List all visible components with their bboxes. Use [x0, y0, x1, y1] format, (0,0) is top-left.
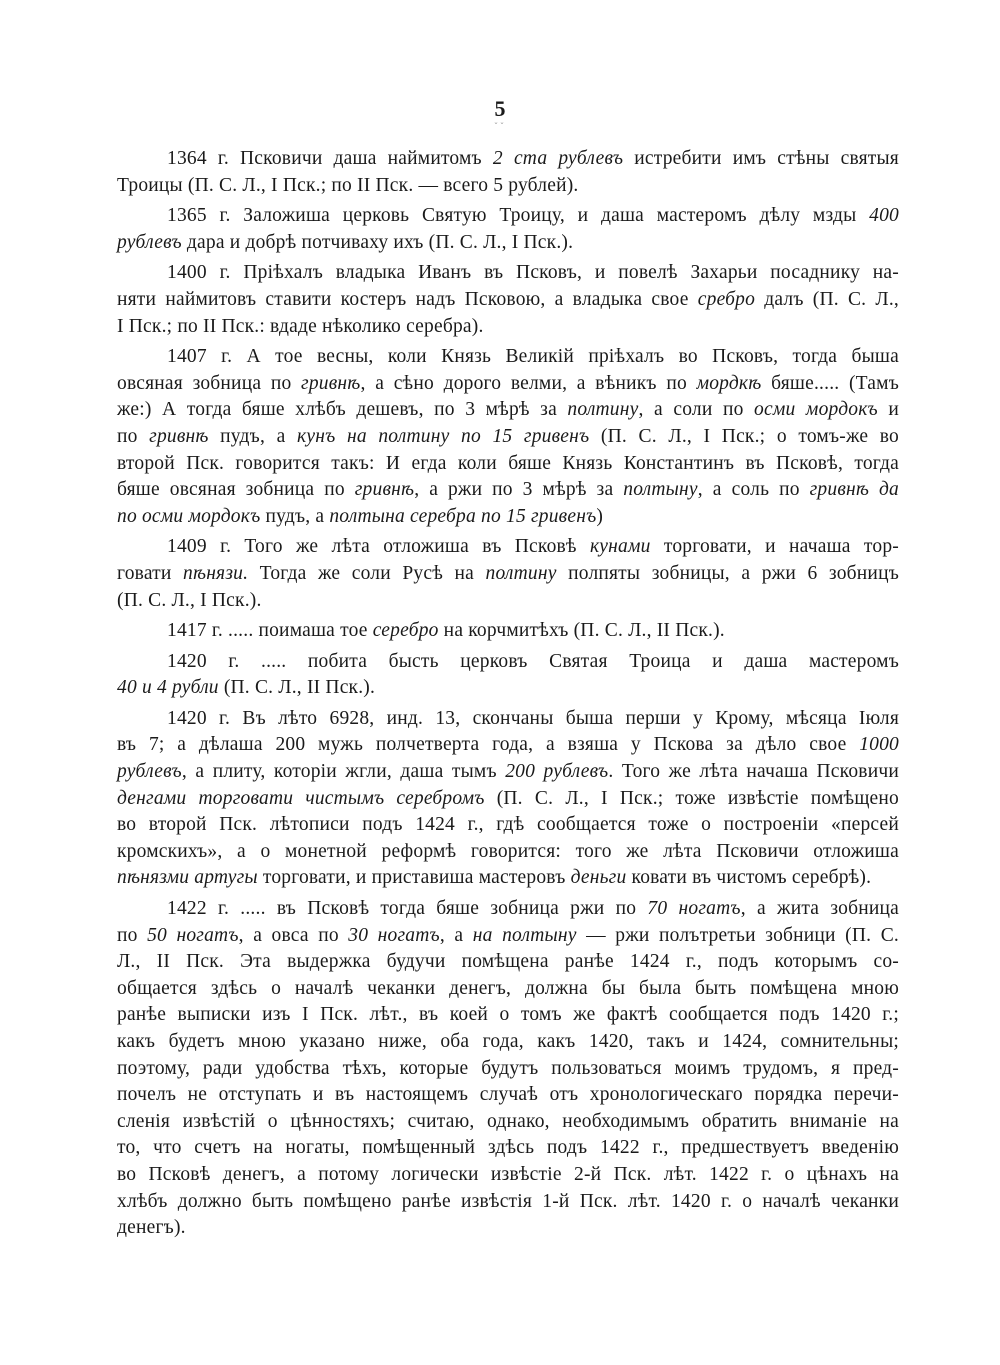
text-line	[117, 812, 899, 839]
italic-term: кунъ на полтину по 15 гривенъ	[297, 425, 590, 447]
italic-term: полтыну	[623, 479, 698, 501]
text-run: , а овса по	[238, 924, 349, 946]
text-run: во второй Пск. лѣтописи подъ 1424 г., гдѣ сообщается тоже о построеніи «персей	[117, 814, 899, 836]
italic-term: 200 рублевъ	[505, 761, 609, 783]
text-line	[117, 675, 899, 702]
text-run: Л., II Пск. Эта выдержка будучи помѣщена ранѣе 1424 г., подъ которымъ со-	[117, 951, 899, 973]
italic-term: полтину	[567, 399, 639, 421]
text-line	[117, 561, 899, 588]
text-line	[117, 759, 899, 786]
text-line	[117, 314, 899, 341]
text-line	[117, 397, 899, 424]
text-line	[117, 1189, 899, 1216]
text-line	[117, 477, 899, 504]
text-run: истребити имъ стѣны святыя	[623, 148, 899, 169]
text-run: овсяная зобница по	[117, 372, 302, 394]
italic-term: 50 ногатъ	[147, 924, 239, 946]
text-run: , а сѣно дорого велми, а вѣникъ по	[360, 372, 697, 394]
text-run: няти наймитовъ ставити костеръ надъ Псковою, а владыка свое	[117, 288, 698, 310]
text-run: ранѣе выписки изъ I Пск. лѣт., въ коей о томъ же фактѣ сообщается подъ 1420 г.;	[117, 1004, 899, 1026]
italic-term: мордкѣ	[696, 372, 762, 394]
italic-term: на полтыну	[472, 924, 577, 946]
italic-term: гривнѣ	[149, 425, 209, 447]
paragraph-first-line	[117, 618, 899, 645]
italic-term: 30 ногатъ	[348, 924, 440, 946]
text-run: общается здѣсь о началѣ чеканки денегъ, должна бы была быть помѣщена мною	[117, 977, 899, 999]
text-run: хлѣбъ должно быть помѣщено ранѣе извѣстія 1-й Пск. лѣт. 1420 г. о началѣ чеканки	[117, 1190, 899, 1212]
text-line	[117, 287, 899, 314]
text-run: (П. С. Л., I Пск.; о томъ-же во	[589, 425, 900, 447]
text-run: , а	[439, 924, 473, 946]
text-line	[117, 1002, 899, 1029]
italic-term: гривнѣ	[301, 372, 361, 394]
italic-term: сребро	[697, 288, 756, 310]
text-line	[117, 1082, 899, 1109]
text-line	[117, 1029, 899, 1056]
text-run: второй Пск. говорится такъ: И егда коли бяше Князь Константинъ въ Псковѣ, тогда	[117, 452, 899, 474]
page-number-marks: ˘˘	[494, 122, 506, 131]
text-run: 1422 г. ..... въ Псковѣ тогда бяше зобница ржи по	[167, 898, 648, 920]
paragraph-first-line	[117, 896, 899, 923]
text-run: же:) А тогда бяше хлѣбъ дешевъ, по 3 мѣрѣ за	[117, 399, 568, 421]
text-run: почелъ не отступать и въ настоящемъ случаѣ отъ хронологическаго порядка перечи-	[117, 1084, 899, 1106]
text-run: дара и добрѣ потчиваху ихъ (П. С. Л., I Пск.).	[181, 231, 574, 253]
text-run: I Пск.; по II Пск.: вдаде нѣколико серебра).	[117, 315, 484, 337]
italic-term: 70 ногатъ	[647, 898, 741, 920]
text-line	[117, 839, 899, 866]
text-run: , а соль по	[697, 479, 810, 501]
text-run: ковати въ чистомъ серебрѣ).	[626, 867, 872, 889]
text-run: 1407 г. А тое весны, коли Князь Великій пріѣхалъ во Псковъ, тогда быша	[167, 346, 899, 368]
italic-term: пѣнязми артугы	[117, 867, 258, 889]
paragraph-first-line	[117, 260, 899, 287]
text-run: (П. С. Л., I Пск.; тоже извѣстіе помѣщено	[484, 787, 899, 809]
italic-term: кунами	[589, 536, 651, 558]
paragraph-first-line	[117, 146, 899, 173]
text-run: 1400 г. Пріѣхалъ владыка Иванъ въ Псковъ, и повелѣ Захарьи посаднику на-	[167, 262, 899, 284]
italic-term: денгами торговати чистымъ серебромъ	[117, 787, 485, 809]
page-number: 5	[494, 96, 506, 121]
text-run: торговати, и начаша тор-	[650, 536, 899, 558]
text-run: какъ будетъ мною указано ниже, оба года, какъ 1420, такъ и 1424, сомнительны;	[117, 1031, 899, 1052]
paragraph-first-line	[117, 649, 899, 676]
text-run: по	[117, 425, 150, 447]
text-run: 1364 г. Псковичи даша наймитомъ	[167, 148, 493, 169]
text-run: , а жита зобница	[740, 898, 899, 920]
text-run: бяше..... (Тамъ	[761, 372, 899, 394]
text-run: 1365 г. Заложиша церковь Святую Троицу, и даша мастеромъ дѣлу мзды	[167, 205, 870, 227]
text-run: (П. С. Л., II Пск.).	[218, 677, 376, 699]
text-line	[117, 786, 899, 813]
italic-term: деньги	[570, 867, 627, 889]
text-run: Тогда же соли Русѣ на	[248, 562, 486, 584]
text-line	[117, 371, 899, 398]
text-line	[117, 865, 899, 892]
text-line	[117, 230, 899, 257]
text-run: полпяты зобницы, а ржи 6 зобницъ	[556, 562, 899, 584]
text-run: денегъ).	[117, 1217, 186, 1239]
text-run: , а ржи по 3 мѣрѣ за	[414, 479, 624, 501]
italic-term: 2 ста рублевъ	[492, 148, 624, 169]
text-run: пудъ, а	[260, 505, 330, 527]
text-run: во Псковѣ денегъ, а потому логически извѣстіе 2-й Пск. лѣт. 1422 г. о цѣнахъ на	[117, 1163, 899, 1185]
text-line	[117, 1056, 899, 1083]
text-run: , а соли по	[638, 399, 755, 421]
text-run: на корчмитѣхъ (П. С. Л., II Пск.).	[438, 620, 725, 642]
text-line	[117, 1215, 899, 1242]
paragraph-first-line	[117, 534, 899, 561]
italic-term: гривнѣ	[354, 479, 415, 501]
text-run: поэтому, ради удобства тѣхъ, которые будутъ пользоваться моимъ трудомъ, я пред-	[117, 1057, 899, 1079]
italic-term: по осми мордокъ	[117, 505, 261, 527]
text-run: въ 7; а дѣлаша 200 мужь полчетверта года, а взяша у Пскова за дѣло свое	[117, 734, 860, 756]
text-line	[117, 949, 899, 976]
paragraph-first-line	[117, 344, 899, 371]
paragraph-first-line	[117, 203, 899, 230]
text-run: торговати, и приставиша мастеровъ	[257, 867, 571, 889]
text-run: по	[117, 924, 148, 946]
italic-term: гривнѣ да	[809, 479, 900, 501]
italic-term: пѣнязи.	[183, 562, 249, 584]
italic-term: 40 и 4 рубли	[117, 677, 219, 699]
text-run: 1420 г. Въ лѣто 6928, инд. 13, скончаны быша перши у Крому, мѣсяца Іюля	[167, 707, 899, 729]
text-line	[117, 588, 899, 615]
italic-term: 1000	[859, 734, 899, 756]
text-line	[117, 504, 899, 531]
text-run: Троицы (П. С. Л., I Пск.; по II Пск. — всего 5 рублей).	[117, 174, 579, 196]
text-run: )	[596, 505, 604, 527]
text-run: 1409 г. Того же лѣта отложиша въ Псковѣ	[167, 536, 590, 558]
text-run: кромскихъ», а о монетной реформѣ говорится: того же лѣта Псковичи отложиша	[117, 840, 899, 862]
text-line	[117, 1135, 899, 1162]
italic-term: серебро	[372, 620, 439, 642]
text-run: — ржи полътретьи зобници (П. С.	[576, 924, 899, 946]
italic-term: полтину	[485, 562, 557, 584]
text-line	[117, 732, 899, 759]
text-line	[117, 173, 899, 200]
text-run: далъ (П. С. Л.,	[755, 288, 899, 310]
italic-term: полтына серебра по 15 гривенъ	[329, 505, 597, 527]
body-text	[117, 146, 899, 1242]
text-run: пудъ, а	[208, 425, 298, 447]
text-run: сленія извѣстій о цѣнностяхъ; считаю, однако, необходимымъ обратить вниманіе на	[117, 1110, 899, 1132]
text-line	[117, 451, 899, 478]
text-line	[117, 923, 899, 950]
text-run: 1420 г. ..... побита бысть церковъ Святая Троица и даша мастеромъ	[167, 650, 899, 672]
italic-term: осми мордокъ	[754, 399, 878, 421]
text-line	[117, 1109, 899, 1136]
text-line	[117, 1162, 899, 1189]
text-line	[117, 976, 899, 1003]
text-run: и	[877, 399, 899, 421]
text-run: говати	[117, 562, 184, 584]
text-run: (П. С. Л., I Пск.).	[117, 589, 262, 611]
text-run: бяше овсяная зобница по	[117, 479, 355, 501]
italic-term: рублевъ	[117, 761, 182, 783]
text-run: . Того же лѣта начаша Псковичи	[608, 761, 899, 783]
italic-term: 400	[869, 205, 899, 227]
italic-term: рублевъ	[117, 231, 182, 253]
text-line	[117, 424, 899, 451]
text-run: 1417 г. ..... поимаша тое	[167, 620, 373, 642]
text-run: , а плиту, которіи жгли, даша тымъ	[181, 761, 506, 783]
text-run: то, что счетъ на ногаты, помѣщенный здѣсь подъ 1422 г., предшествуетъ введенію	[117, 1137, 899, 1159]
paragraph-first-line	[117, 706, 899, 733]
